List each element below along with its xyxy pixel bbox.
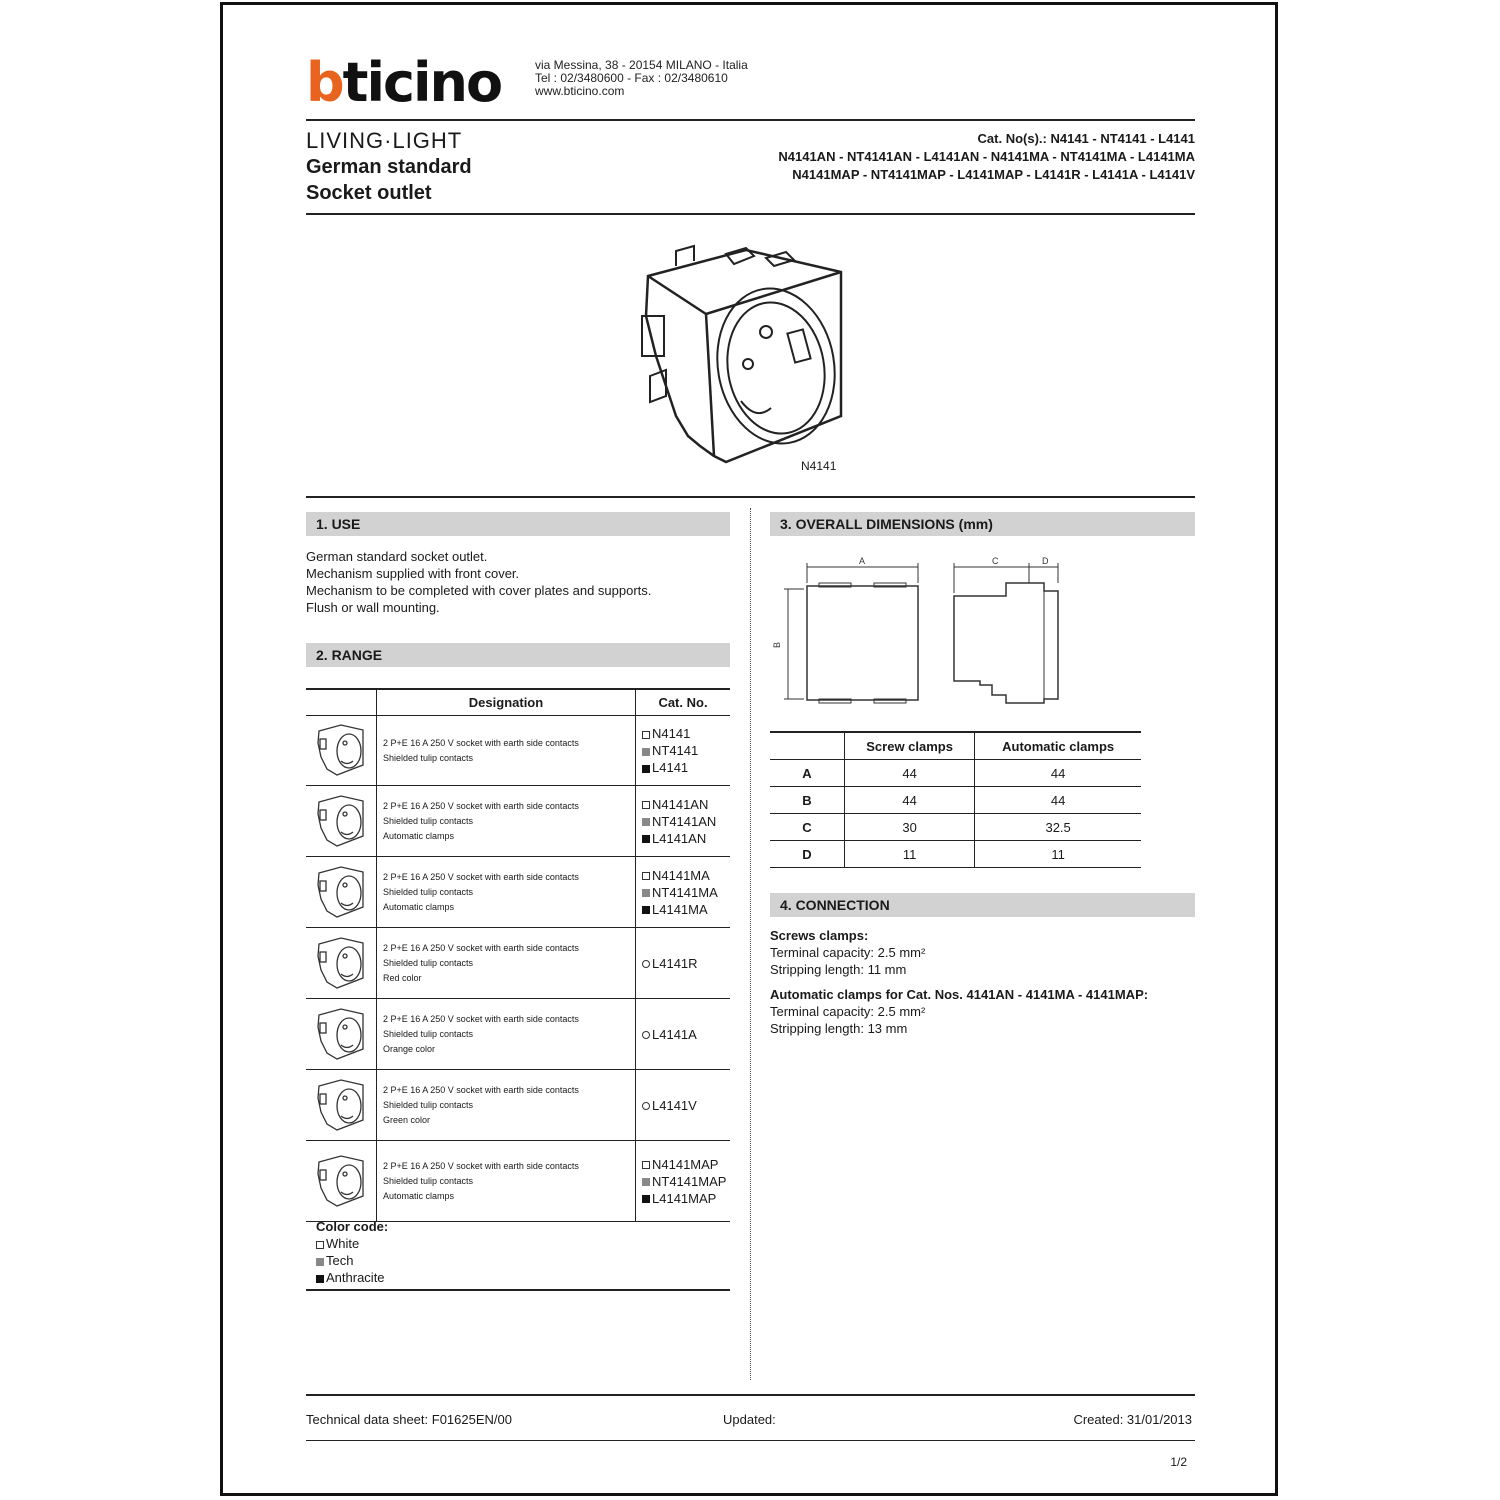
designation-line: Automatic clamps <box>383 901 455 912</box>
range-header-row <box>306 689 730 716</box>
use-text <box>306 548 651 616</box>
phone-line: Tel : 02/3480600 - Fax : 02/3480610 <box>535 71 728 85</box>
socket-thumbnail-icon <box>315 863 367 919</box>
product-thumbnail <box>306 1070 377 1141</box>
tech-swatch-icon <box>316 1258 324 1266</box>
catno-cell <box>636 999 731 1070</box>
designation-line: Shielded tulip contacts <box>383 1175 474 1186</box>
dim-label-c: C <box>992 556 999 566</box>
auto-clamps-title: Automatic clamps for Cat. Nos. 4141AN - 4141MA - 4141MAP: <box>770 987 1149 1002</box>
tech-swatch-icon <box>642 818 650 826</box>
designation-line: 2 P+E 16 A 250 V socket with earth side contacts <box>383 1160 579 1171</box>
designation-cell <box>377 857 636 928</box>
auto-stripping-length: Stripping length: 13 mm <box>770 1021 908 1036</box>
designation-line: Shielded tulip contacts <box>383 815 474 826</box>
screw-stripping-length: Stripping length: 11 mm <box>770 962 907 977</box>
section-divider <box>306 496 1195 498</box>
range-table <box>306 688 730 1222</box>
designation-cell <box>377 786 636 857</box>
catno-item: L4141A <box>642 1026 730 1043</box>
product-image-caption: N4141 <box>801 459 837 473</box>
title-divider <box>306 213 1195 215</box>
white-swatch-icon <box>642 872 650 880</box>
updated-date: Updated: <box>723 1412 776 1427</box>
catno-cell <box>636 928 731 999</box>
anth-swatch-icon <box>642 906 650 914</box>
header-divider <box>306 119 1195 121</box>
use-line: Mechanism to be completed with cover plates and supports. <box>306 583 652 598</box>
use-heading: 1. USE <box>306 512 730 536</box>
company-address <box>535 59 748 98</box>
created-date: Created: 31/01/2013 <box>1073 1412 1192 1427</box>
use-line: German standard socket outlet. <box>306 549 488 564</box>
white-swatch-icon <box>642 1161 650 1169</box>
designation-line: Shielded tulip contacts <box>383 752 474 763</box>
color-code-tech: Tech <box>316 1252 388 1269</box>
use-line: Mechanism supplied with front cover. <box>306 566 520 581</box>
designation-line: 2 P+E 16 A 250 V socket with earth side contacts <box>383 1084 579 1095</box>
anth-swatch-icon <box>642 835 650 843</box>
table-row <box>306 999 730 1070</box>
designation-cell <box>377 999 636 1070</box>
product-thumbnail <box>306 928 377 999</box>
designation-line: Orange color <box>383 1043 436 1054</box>
catno-item: NT4141MA <box>642 884 730 901</box>
socket-thumbnail-icon <box>315 792 367 848</box>
catno-cell <box>636 786 731 857</box>
table-row <box>306 928 730 999</box>
catno-item: N4141MA <box>642 867 730 884</box>
product-thumbnail <box>306 999 377 1070</box>
catno-item: N4141AN <box>642 796 730 813</box>
screw-terminal-capacity: Terminal capacity: 2.5 mm² <box>770 945 926 960</box>
use-line: Flush or wall mounting. <box>306 600 440 615</box>
connection-heading: 4. CONNECTION <box>770 893 1195 917</box>
designation-line: Green color <box>383 1114 431 1125</box>
column-separator <box>750 508 751 1380</box>
tech-swatch-icon <box>642 748 650 756</box>
socket-thumbnail-icon <box>315 721 367 777</box>
designation-cell <box>377 1070 636 1141</box>
socket-thumbnail-icon <box>315 934 367 990</box>
dims-key-header <box>770 732 845 760</box>
catno-item: N4141MAP <box>642 1156 730 1173</box>
table-row: B 44 44 <box>770 787 1141 814</box>
product-thumbnail <box>306 786 377 857</box>
catno-cell <box>636 1070 731 1141</box>
socket-thumbnail-icon <box>315 1005 367 1061</box>
anth-swatch-icon <box>642 1195 650 1203</box>
automatic-clamps-header: Automatic clamps <box>975 732 1141 760</box>
product-title-line1: German standard <box>306 156 472 178</box>
socket-outlet-drawing <box>636 236 850 466</box>
table-row: C 30 32.5 <box>770 814 1141 841</box>
catno-cell <box>636 1141 731 1222</box>
white-swatch-icon <box>316 1241 324 1249</box>
catno-item: L4141 <box>642 759 730 776</box>
tech-swatch-icon <box>642 1178 650 1186</box>
table-row: A 44 44 <box>770 760 1141 787</box>
footer-bottom-rule <box>306 1440 1195 1441</box>
designation-line: Automatic clamps <box>383 1190 455 1201</box>
designation-line: Shielded tulip contacts <box>383 886 474 897</box>
product-thumbnail <box>306 857 377 928</box>
catno-item: NT4141 <box>642 742 730 759</box>
dimensions-table <box>770 731 1141 868</box>
white-swatch-icon <box>642 731 650 739</box>
connection-text <box>770 927 1148 1037</box>
screw-clamps-header: Screw clamps <box>845 732 975 760</box>
catno-item: NT4141MAP <box>642 1173 730 1190</box>
table-row <box>306 1070 730 1141</box>
screw-clamps-title: Screws clamps: <box>770 928 869 943</box>
page-number: 1/2 <box>1170 1455 1187 1469</box>
catno-header: Cat. No. <box>636 689 731 716</box>
color-code-legend <box>316 1218 388 1286</box>
anthracite-swatch-icon <box>316 1275 324 1283</box>
circle-swatch-icon <box>642 1102 650 1110</box>
color-code-anthracite: Anthracite <box>316 1269 388 1286</box>
catno-item: L4141V <box>642 1097 730 1114</box>
catalog-numbers: Cat. No(s).: N4141 - NT4141 - L4141 N4141AN - NT4141AN - L4141AN - N4141MA - NT4141MA - L4141MA N4141MAP - NT4141MAP - L4141MAP - L4141R - L4141A - L4141V <box>778 131 1195 182</box>
designation-cell <box>377 716 636 786</box>
designation-line: Shielded tulip contacts <box>383 1099 474 1110</box>
designation-line: 2 P+E 16 A 250 V socket with earth side contacts <box>383 942 579 953</box>
designation-line: 2 P+E 16 A 250 V socket with earth side contacts <box>383 737 579 748</box>
tech-swatch-icon <box>642 889 650 897</box>
designation-line: Shielded tulip contacts <box>383 957 474 968</box>
product-title-line2: Socket outlet <box>306 182 432 204</box>
designation-line: Automatic clamps <box>383 830 455 841</box>
color-code-white: White <box>316 1235 388 1252</box>
auto-terminal-capacity: Terminal capacity: 2.5 mm² <box>770 1004 926 1019</box>
range-image-header <box>306 689 377 716</box>
designation-line: 2 P+E 16 A 250 V socket with earth side contacts <box>383 1013 579 1024</box>
anth-swatch-icon <box>642 765 650 773</box>
footer-divider <box>306 1394 1195 1396</box>
website-link[interactable]: www.bticino.com <box>535 84 625 98</box>
table-row: D 11 11 <box>770 841 1141 868</box>
catno-item: NT4141AN <box>642 813 730 830</box>
socket-thumbnail-icon <box>315 1076 367 1132</box>
dimension-drawing <box>774 553 1074 713</box>
bticino-logo: bticino <box>306 51 502 114</box>
series-name: LIVING·LIGHT <box>306 128 463 153</box>
address-line: via Messina, 38 - 20154 MILANO - Italia <box>535 58 748 72</box>
datasheet-id: Technical data sheet: F01625EN/00 <box>306 1412 512 1427</box>
table-row <box>306 1141 730 1222</box>
catno-item: L4141R <box>642 955 730 972</box>
designation-header: Designation <box>377 689 636 716</box>
product-thumbnail <box>306 716 377 786</box>
catno-item: N4141 <box>642 725 730 742</box>
dim-label-b: B <box>772 641 782 648</box>
color-code-title: Color code: <box>316 1219 389 1234</box>
white-swatch-icon <box>642 801 650 809</box>
circle-swatch-icon <box>642 1031 650 1039</box>
designation-line: 2 P+E 16 A 250 V socket with earth side contacts <box>383 800 579 811</box>
designation-line: Red color <box>383 972 422 983</box>
socket-thumbnail-icon <box>315 1152 367 1208</box>
dimensions-heading: 3. OVERALL DIMENSIONS (mm) <box>770 512 1195 536</box>
product-thumbnail <box>306 1141 377 1222</box>
designation-cell <box>377 1141 636 1222</box>
range-bottom-rule <box>306 1289 730 1291</box>
circle-swatch-icon <box>642 960 650 968</box>
catno-item: L4141MAP <box>642 1190 730 1207</box>
designation-cell <box>377 928 636 999</box>
catno-cell <box>636 716 731 786</box>
designation-line: Shielded tulip contacts <box>383 1028 474 1039</box>
dim-label-a: A <box>859 556 866 566</box>
designation-line: 2 P+E 16 A 250 V socket with earth side contacts <box>383 871 579 882</box>
catno-item: L4141AN <box>642 830 730 847</box>
table-row <box>306 786 730 857</box>
catno-item: L4141MA <box>642 901 730 918</box>
range-heading: 2. RANGE <box>306 643 730 667</box>
dim-label-d: D <box>1042 556 1049 566</box>
table-row <box>306 716 730 786</box>
catno-cell <box>636 857 731 928</box>
table-row <box>306 857 730 928</box>
